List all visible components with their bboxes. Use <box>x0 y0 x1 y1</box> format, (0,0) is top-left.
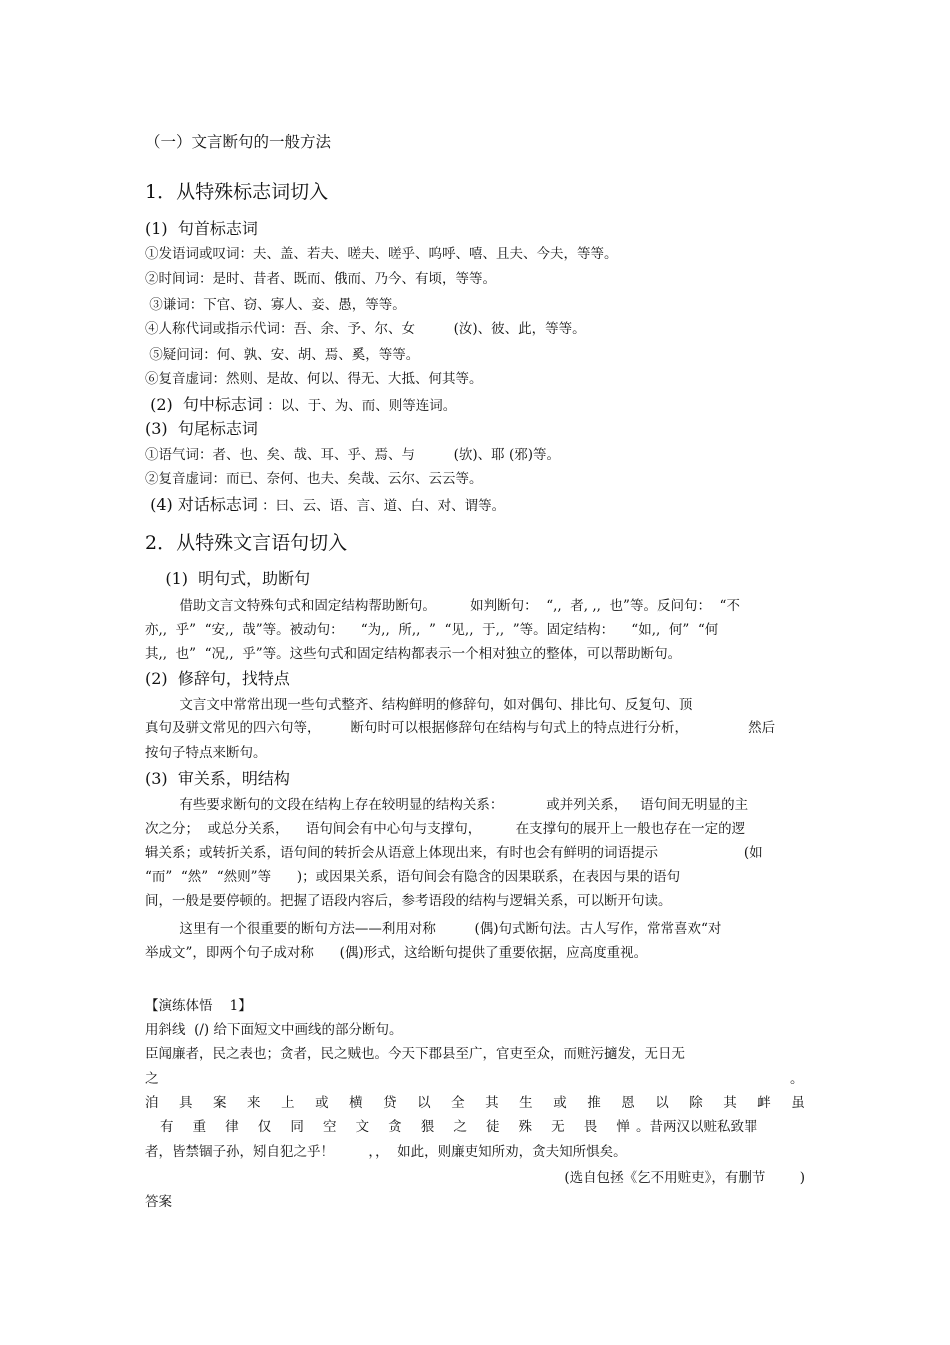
paragraph-line: 借助文言文特殊句式和固定结构帮助断句。 如判断句： “,, 者, ,, 也”等。反问句： “不 <box>145 598 740 614</box>
exercise-char: 洎 <box>145 1095 159 1111</box>
exercise-char: 恩 <box>621 1095 635 1111</box>
list-item: ⑥复音虚词：然则、是故、何以、得无、大抵、何其等。 <box>145 371 483 387</box>
exercise-char: 之 <box>453 1119 467 1135</box>
subheading-2-label: (2) 句中标志词 <box>145 395 263 414</box>
list-item: ③谦词：下官、窃、寡人、妾、愚，等等。 <box>145 297 406 313</box>
subheading-4 <box>145 495 505 515</box>
exercise-char: 全 <box>451 1095 465 1111</box>
paragraph-line: 真句及骈文常见的四六句等， 断句时可以根据修辞句在结构与句式上的特点进行分析， 然后 <box>145 720 776 736</box>
exercise-char: 同 <box>290 1119 304 1135</box>
subheading-3: (3) 句尾标志词 <box>145 419 258 438</box>
exercise-char: 贷 <box>383 1095 397 1111</box>
heading-2: 2．从特殊文言语句切入 <box>145 532 348 554</box>
paragraph-line: 举成文”，即两个句子成对称 (偶)形式，这给断句提供了重要依据，应高度重视。 <box>145 945 648 961</box>
answer-label: 答案 <box>145 1194 172 1210</box>
paragraph-line: 有些要求断句的文段在结构上存在较明显的结构关系： 或并列关系， 语句间无明显的主 <box>145 797 749 813</box>
exercise-char: 律 <box>225 1119 239 1135</box>
exercise-char: 或 <box>553 1095 567 1111</box>
paragraph-line: 亦,, 乎” “安,, 哉”等。被动句： “为,, 所,, ” “见,, 于,, ”等。固定结构： “如,, 何” “何 <box>145 622 719 638</box>
exercise-char: 空 <box>322 1119 337 1135</box>
exercise-instruction: 用斜线 (/) 给下面短文中画线的部分断句。 <box>145 1022 403 1038</box>
source-citation: (选自包拯《乞不用赃吏》，有删节 ) <box>564 1170 805 1186</box>
exercise-char: 上 <box>281 1095 295 1111</box>
subheading-2-rest: ：以、于、为、而、则等连词。 <box>262 398 457 414</box>
list-item: ④人称代词或指示代词：吾、余、予、尔、女 (汝)、彼、此，等等。 <box>145 321 586 337</box>
exercise-text-line: 之 <box>145 1071 159 1087</box>
subheading-4-label: (4) 对话标志词 <box>145 495 258 514</box>
exercise-char: 以 <box>417 1095 431 1111</box>
subheading-p3: (3) 审关系，明结构 <box>145 769 290 788</box>
exercise-char: 衅 <box>757 1095 771 1111</box>
section-heading: （一）文言断句的一般方法 <box>145 133 332 151</box>
exercise-underlined-line <box>160 1118 758 1136</box>
list-item: ⑤疑问词：何、孰、安、胡、焉、奚，等等。 <box>145 347 420 363</box>
paragraph-line: 这里有一个很重要的断句方法——利用对称 (偶)句式断句法。古人写作，常常喜欢“对 <box>145 921 722 937</box>
exercise-char: 文 <box>355 1119 370 1135</box>
exercise-char: 有 <box>160 1119 174 1135</box>
exercise-title: 【演练体悟 1】 <box>145 998 252 1014</box>
exercise-text-line: 者，皆禁锢子孙，矧自犯之乎！ ，， 如此，则廉吏知所劝，贪夫知所惧矣。 <box>145 1144 627 1160</box>
paragraph-line: 文言文中常常出现一些句式整齐、结构鲜明的修辞句，如对偶句、排比句、反复句、顶 <box>145 697 693 713</box>
subheading-p1: (1) 明句式，助断句 <box>145 569 311 588</box>
exercise-char: 殊 <box>518 1119 533 1135</box>
exercise-char: 惮 <box>616 1119 630 1135</box>
exercise-char: 横 <box>349 1095 363 1111</box>
exercise-char: 重 <box>192 1119 207 1135</box>
exercise-char: 或 <box>315 1095 329 1111</box>
exercise-char: 案 <box>213 1095 227 1111</box>
exercise-char: 推 <box>587 1095 601 1111</box>
list-item: ②时间词：是时、昔者、既而、俄而、乃今、有顷，等等。 <box>145 271 496 287</box>
exercise-text-end: 。 <box>790 1071 804 1087</box>
exercise-char: 具 <box>179 1095 193 1111</box>
exercise-underlined-line <box>145 1094 805 1112</box>
exercise-char: 猥 <box>420 1119 435 1135</box>
exercise-char: 除 <box>689 1095 703 1111</box>
exercise-char: 其 <box>723 1095 737 1111</box>
paragraph-line: 间，一般是要停顿的。把握了语段内容后，参考语段的结构与逻辑关系，可以断开句读。 <box>145 893 672 909</box>
exercise-char: 来 <box>247 1095 261 1111</box>
paragraph-line: 辑关系；或转折关系，语句间的转折会从语意上体现出来，有时也会有鲜明的词语提示 (如 <box>145 845 763 861</box>
paragraph-line: 次之分； 或总分关系， 语句间会有中心句与支撑句， 在支撑句的展开上一般也存在一定的逻 <box>145 821 746 837</box>
heading-1: 1．从特殊标志词切入 <box>145 181 329 203</box>
exercise-char: 畏 <box>583 1119 598 1135</box>
exercise-char: 徒 <box>485 1119 500 1135</box>
exercise-char: 虽 <box>791 1095 805 1111</box>
exercise-char: 生 <box>519 1095 533 1111</box>
subheading-4-rest: ：曰、云、语、言、道、白、对、谓等。 <box>257 498 506 514</box>
exercise-char: 其 <box>485 1095 499 1111</box>
subheading-1: (1) 句首标志词 <box>145 219 258 238</box>
paragraph-line: 其,, 也” “况,, 乎”等。这些句式和固定结构都表示一个相对独立的整体，可以帮助断句。 <box>145 646 682 662</box>
exercise-char: 以 <box>655 1095 669 1111</box>
exercise-char: 仅 <box>257 1119 272 1135</box>
exercise-text-tail: 。昔两汉以赃私致罪 <box>636 1119 758 1135</box>
list-item: ①发语词或叹词：夫、盖、若夫、嗟夫、嗟乎、呜呼、嘻、且夫、今夫，等等。 <box>145 246 618 262</box>
subheading-2 <box>145 395 456 415</box>
exercise-text-line: 臣闻廉者，民之表也；贪者，民之贼也。今天下郡县至广，官吏至众，而赃污擿发，无日无 <box>145 1046 685 1062</box>
exercise-char: 贪 <box>388 1119 402 1135</box>
subheading-p2: (2) 修辞句，找特点 <box>145 669 290 688</box>
list-item: ②复音虚词：而已、奈何、也夫、矣哉、云尔、云云等。 <box>145 471 483 487</box>
exercise-char: 无 <box>551 1119 565 1135</box>
paragraph-line: “而” “然” “然则”等 )；或因果关系，语句间会有隐含的因果联系，在表因与果的语句 <box>145 869 681 885</box>
paragraph-line: 按句子特点来断句。 <box>145 745 267 761</box>
list-item: ①语气词：者、也、矣、哉、耳、乎、焉、与 (欤)、耶 (邪)等。 <box>145 447 560 463</box>
